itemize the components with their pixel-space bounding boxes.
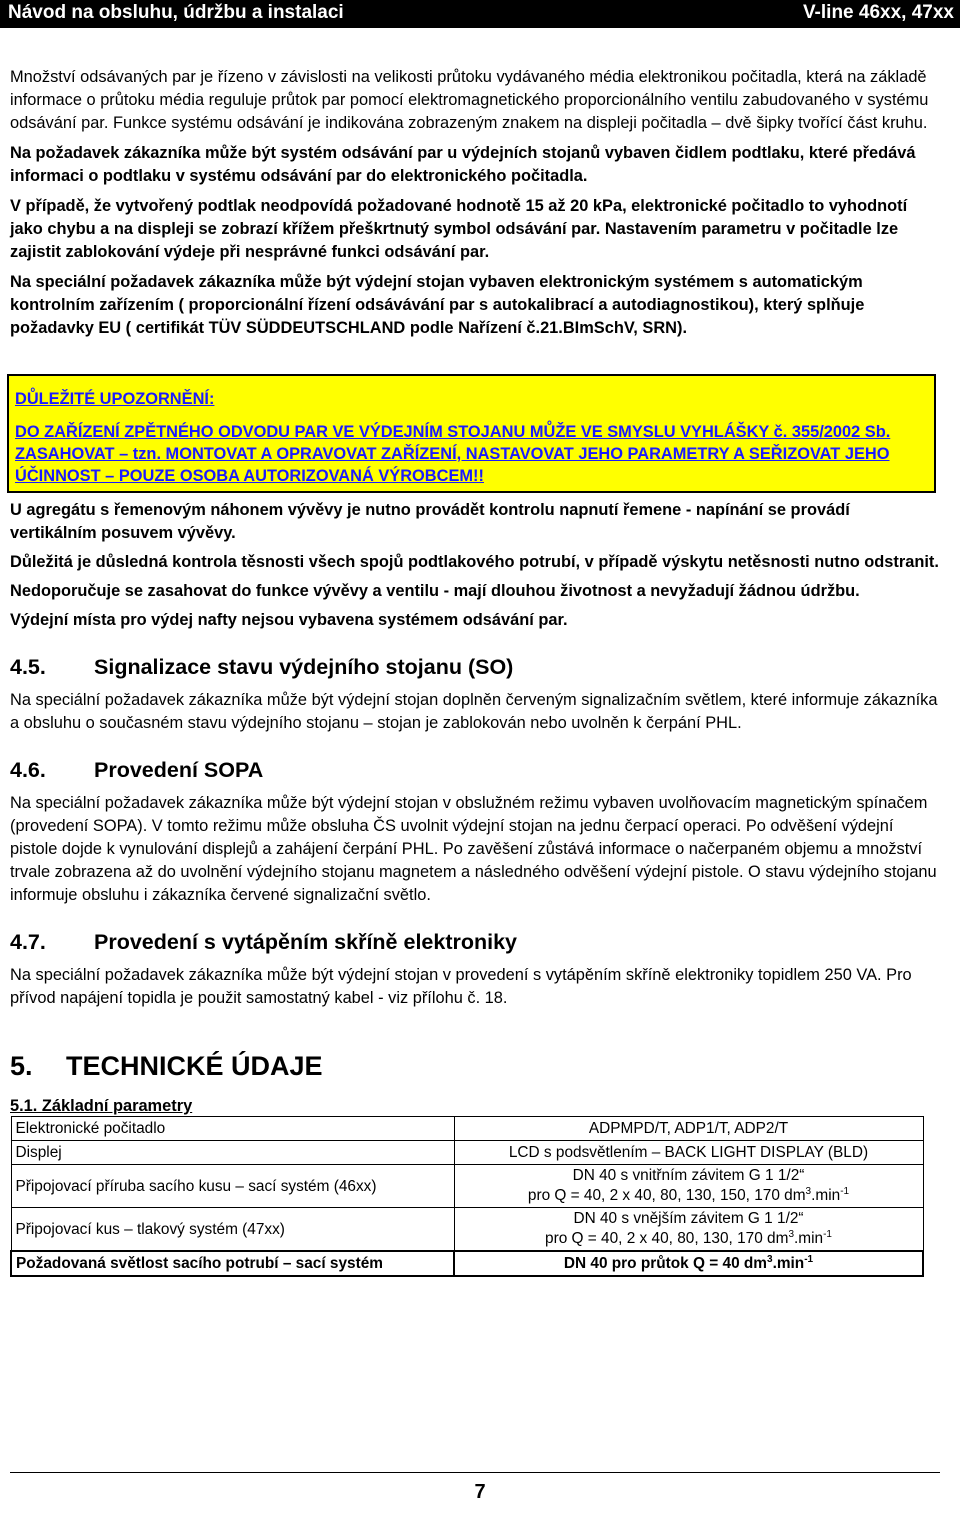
section-heading-4-5: 4.5. Signalizace stavu výdejního stojanu (SO)	[10, 655, 514, 679]
table-row	[11, 1141, 923, 1165]
section-text-4-6: Na speciální požadavek zákazníka může být výdejní stojan v obslužném režimu vybaven uvolňovacím magnetickým spínačem (provedení SOPA). V tomto režimu může obsluha ČS uvolnit výdejní stojan na jednu čerpací operaci. Po odvěšení výdejní pistole dojde k vynulování displejů a zahájení čerpání PHL. Po zavěšení zůstává informace o načerpaném objemu a množství trvale zobrazena až do uvolnění výdejního stojanu magnetem a následného odvěšení výdejní pistole. O stavu výdejního stojanu informuje obsluhu i zákazníka červené signalizační světlo.	[10, 794, 937, 904]
table-row	[11, 1208, 923, 1252]
header-model: V-line 46xx, 47xx	[802, 2, 954, 23]
table-cell-key: Displej	[11, 1141, 454, 1165]
subheading-basic-params: 5.1. Základní parametry	[10, 1097, 193, 1115]
page-header	[0, 0, 960, 28]
note-vacuum-pump: Nedoporučuje se zasahovat do funkce vývěvy a ventilu - mají dlouhou životnost a nevyžadují žádnou údržbu.	[10, 582, 860, 600]
section-heading-4-7: 4.7. Provedení s vytápěním skříně elektroniky	[10, 930, 518, 954]
table-row	[11, 1117, 923, 1141]
header-title: Návod na obsluhu, údržbu a instalaci	[8, 2, 344, 23]
warning-box	[7, 374, 936, 493]
paragraph-tuv-certificate: Na speciální požadavek zákazníka může být výdejní stojan vybaven elektronickým systémem s automatickým kontrolním zařízením ( proporcionální řízení odsávávání par s autokalibrací a autodiagnostikou), který splňuje požadavky EU ( certifikát TÜV SÜDDEUTSCHLAND podle Nařízení č.21.BImSchV, SRN).	[10, 273, 865, 337]
note-belt-tension: U agregátu s řemenovým náhonem vývěvy je nutno provádět kontrolu napnutí řemene - napínání se provádí vertikálním posuvem vývěvy.	[10, 501, 850, 542]
table-cell-value: LCD s podsvětlením – BACK LIGHT DISPLAY (BLD)	[454, 1141, 923, 1165]
paragraph-pressure-sensor: Na požadavek zákazníka může být systém odsávání par u výdejních stojanů vybaven čidlem podtlaku, které předává informaci o podtlaku v systému odsávání par do elektronického počitadla.	[10, 144, 916, 185]
section-text-4-7: Na speciální požadavek zákazníka může být výdejní stojan v provedení s vytápěním skříně elektroniky topidlem 250 VA. Pro přívod napájení topidla je použit samostatný kabel - viz přílohu č. 18.	[10, 966, 912, 1007]
table-cell-value: ADPMPD/T, ADP1/T, ADP2/T	[454, 1117, 923, 1141]
note-diesel: Výdejní místa pro výdej nafty nejsou vybavena systémem odsávání par.	[10, 611, 568, 629]
document-body	[10, 66, 940, 1277]
table-cell-value: DN 40 s vnějším závitem G 1 1/2“ pro Q = 40, 2 x 40, 80, 130, 170 $dm^3.\min^{-1}$	[454, 1208, 923, 1252]
table-row	[11, 1251, 923, 1276]
chapter-heading-5: 5. TECHNICKÉ ÚDAJE	[10, 1051, 323, 1081]
table-cell-key: Elektronické počitadlo	[11, 1117, 454, 1141]
footer-rule	[10, 1472, 940, 1473]
page-number: 7	[474, 1481, 486, 1503]
warning-text: DO ZAŘÍZENÍ ZPĚTNÉHO ODVODU PAR VE VÝDEJNÍM STOJANU MŮŽE VE SMYSLU VYHLÁŠKY č. 355/2002 Sb. ZASAHOVAT – tzn. MONTOVAT A OPRAVOVAT ZAŘÍZENÍ, NASTAVOVAT JEHO PARAMETRY A SEŘIZOVAT JEHO ÚČINNOST – POUZE OSOBA AUTORIZOVANÁ VÝROBCEM!!	[15, 423, 891, 485]
table-cell-key: Požadovaná světlost sacího potrubí – sací systém	[11, 1251, 454, 1276]
table-cell-value: DN 40 s vnitřním závitem G 1 1/2“ pro Q = 40, 2 x 40, 80, 130, 150, 170 $dm^3.\min^{-1}$	[454, 1165, 923, 1208]
table-cell-key: Připojovací příruba sacího kusu – sací systém (46xx)	[11, 1165, 454, 1208]
paragraph-intro: Množství odsávaných par je řízeno v závislosti na velikosti průtoku vydávaného média elektronikou počitadla, která na základě informace o průtoku média reguluje průtok par pomocí elektromagnetického proporcionálního ventilu zabudovaného v systému odsávání par. Funkce systému odsávání je indikována zobrazeným znakem na displeji počitadla – dvě šipky tvořící část kruhu.	[10, 68, 929, 132]
tech-params-table	[10, 1116, 924, 1277]
paragraph-pressure-error: V případě, že vytvořený podtlak neodpovídá požadované hodnotě 15 až 20 kPa, elektronické počitadlo to vyhodnotí jako chybu a na displeji se zobrazí křížem přeškrtnutý symbol odsávání par. Nastavením parametru v počitadle lze zajistit zablokování výdeje při nesprávné funkci odsávání par.	[10, 197, 908, 261]
note-tightness: Důležitá je důsledná kontrola těsnosti všech spojů podtlakového potrubí, v případě výskytu netěsnosti nutno odstranit.	[10, 553, 939, 571]
warning-title: DŮLEŽITÉ UPOZORNĚNÍ:	[15, 390, 215, 408]
section-text-4-5: Na speciální požadavek zákazníka může být výdejní stojan doplněn červeným signalizačním světlem, které informuje zákazníka a obsluhu o současném stavu výdejního stojanu – stojan je zablokován nebo uvolněn k čerpání PHL.	[10, 691, 938, 732]
section-heading-4-6: 4.6. Provedení SOPA	[10, 758, 264, 782]
table-cell-key: Připojovací kus – tlakový systém (47xx)	[11, 1208, 454, 1252]
table-row	[11, 1165, 923, 1208]
table-cell-value: DN 40 pro průtok Q = 40 $dm^3.\min^{-1}$	[454, 1251, 923, 1276]
